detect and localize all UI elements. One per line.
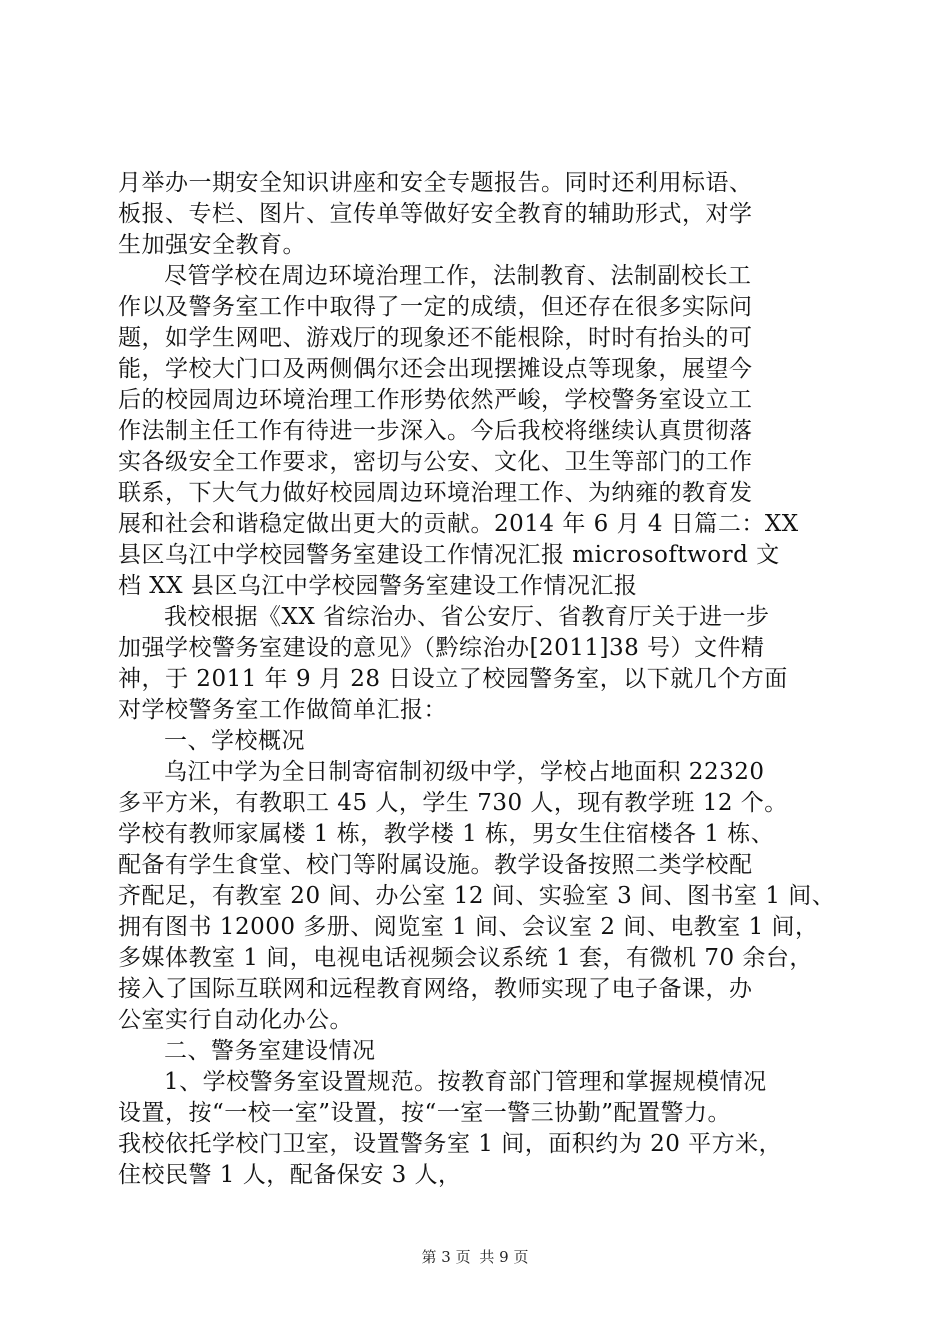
text-line: 住校民警 1 人，配备保安 3 人， — [118, 1162, 462, 1188]
text-line: 我校根据《XX 省综治办、省公安厅、省教育厅关于进一步 — [164, 604, 770, 630]
text-line: 尽管学校在周边环境治理工作，法制教育、法制副校长工 — [164, 263, 752, 289]
text-line: 题，如学生网吧、游戏厅的现象还不能根除，时时有抬头的可 — [118, 325, 753, 351]
text-line: 联系，下大气力做好校园周边环境治理工作、为纳雍的教育发 — [118, 480, 753, 506]
text-line: 学校有教师家属楼 1 栋，教学楼 1 栋，男女生住宿楼各 1 栋、 — [118, 821, 775, 847]
text-line: 接入了国际互联网和远程教育网络，教师实现了电子备课，办 — [118, 976, 753, 1002]
text-line: 作法制主任工作有待进一步深入。今后我校将继续认真贯彻落 — [118, 418, 753, 444]
text-line: 二、警务室建设情况 — [164, 1038, 376, 1064]
text-line: 拥有图书 12000 多册、阅览室 1 间、会议室 2 间、电教室 1 间， — [118, 914, 819, 940]
text-line: 档 XX 县区乌江中学校园警务室建设工作情况汇报 — [118, 573, 638, 599]
text-line: 县区乌江中学校园警务室建设工作情况汇报 microsoftword 文 — [118, 542, 780, 568]
text-line: 板报、专栏、图片、宣传单等做好安全教育的辅助形式，对学 — [118, 201, 753, 227]
text-line: 齐配足，有教室 20 间、办公室 12 间、实验室 3 间、图书室 1 间、 — [118, 883, 836, 909]
text-line: 月举办一期安全知识讲座和安全专题报告。同时还利用标语、 — [118, 170, 753, 196]
text-line: 加强学校警务室建设的意见》（黔综治办[2011]38 号）文件精 — [118, 635, 765, 661]
text-line: 我校依托学校门卫室，设置警务室 1 间，面积约为 20 平方米， — [118, 1131, 783, 1157]
text-line: 后的校园周边环境治理工作形势依然严峻，学校警务室设立工 — [118, 387, 753, 413]
text-line: 多平方米，有教职工 45 人，学生 730 人，现有教学班 12 个。 — [118, 790, 788, 816]
text-line: 配备有学生食堂、校门等附属设施。教学设备按照二类学校配 — [118, 852, 753, 878]
text-line: 设置，按“一校一室”设置，按“一室一警三协勤”配置警力。 — [118, 1100, 732, 1126]
text-line: 乌江中学为全日制寄宿制初级中学，学校占地面积 22320 — [164, 759, 765, 785]
text-line: 神，于 2011 年 9 月 28 日设立了校园警务室，以下就几个方面 — [118, 666, 788, 692]
text-line: 对学校警务室工作做简单汇报： — [118, 697, 447, 723]
page-footer — [0, 1246, 950, 1267]
text-line: 公室实行自动化办公。 — [118, 1007, 353, 1033]
text-line: 能，学校大门口及两侧偶尔还会出现摆摊设点等现象，展望今 — [118, 356, 753, 382]
text-line: 多媒体教室 1 间，电视电话视频会议系统 1 套，有微机 70 余台， — [118, 945, 813, 971]
text-line: 实各级安全工作要求，密切与公安、文化、卫生等部门的工作 — [118, 449, 753, 475]
text-line: 1、学校警务室设置规范。按教育部门管理和掌握规模情况 — [164, 1069, 767, 1095]
page-number: 第 3 页 — [421, 1248, 471, 1266]
text-line: 展和社会和谐稳定做出更大的贡献。2014 年 6 月 4 日篇二：XX — [118, 511, 799, 537]
document-body — [118, 168, 838, 1191]
text-line: 作以及警务室工作中取得了一定的成绩，但还存在很多实际问 — [118, 294, 753, 320]
text-line: 一、学校概况 — [164, 728, 305, 754]
text-line: 生加强安全教育。 — [118, 232, 306, 258]
page-total: 共 9 页 — [479, 1248, 529, 1266]
